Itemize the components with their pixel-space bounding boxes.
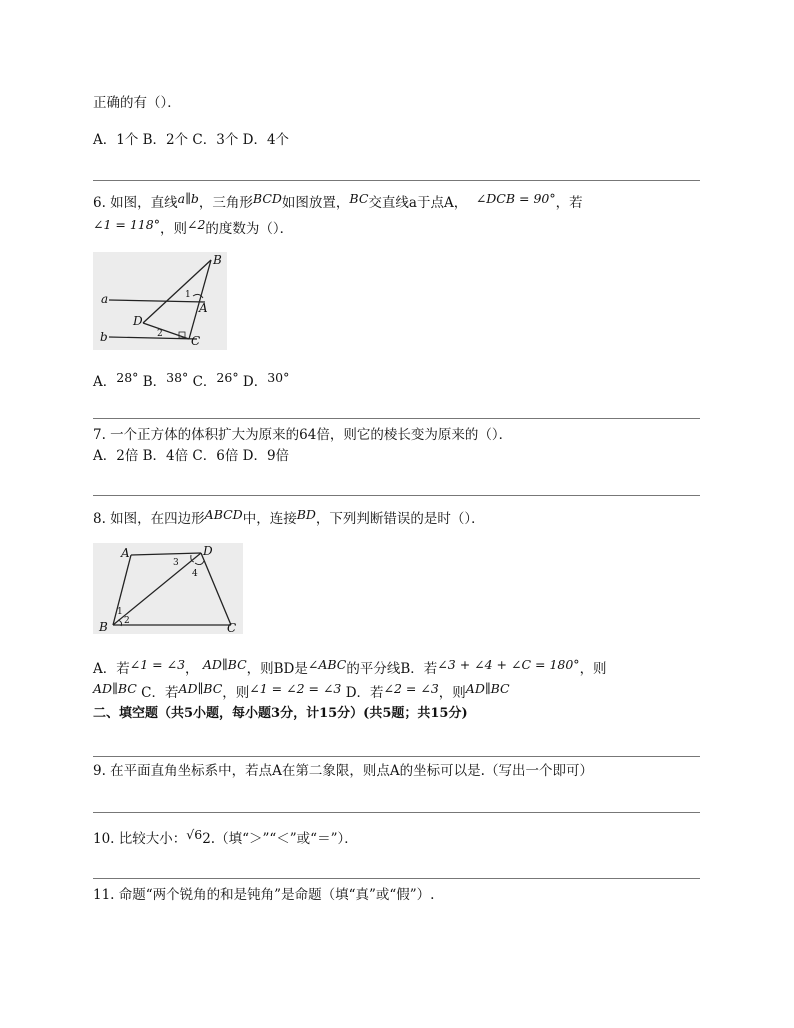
q8-label-4: 4 <box>192 569 198 579</box>
q6-label-a: a <box>101 292 109 306</box>
q6-prefix: 6. 如图，直线 <box>93 195 178 211</box>
q6-option-a: A． <box>93 374 117 390</box>
q8-option-c-expr1: AD∥BC <box>178 681 223 696</box>
q6-stem-line2 <box>93 216 293 238</box>
q8-prefix: 8. 如图，在四边形 <box>93 511 205 527</box>
q8-option-d-expr2: AD∥BC <box>465 681 510 696</box>
q10-suffix: 2.（填“＞”“＜”或“＝”）． <box>202 831 358 847</box>
q8-option-c-prefix: C．若 <box>141 685 179 701</box>
q6-figure <box>93 252 227 350</box>
q9-stem: 9. 在平面直角坐标系中，若点A在第二象限，则点A的坐标可以是.（写出一个即可） <box>93 763 593 779</box>
q8-option-a-expr1: ∠1 = ∠3 <box>129 657 186 672</box>
q8-text2: ，下列判断错误的是时（）． <box>315 511 485 527</box>
divider <box>93 878 700 879</box>
q6-expr-bc: BC <box>349 191 369 206</box>
divider <box>93 812 700 813</box>
q8-option-d-text1: ，则 <box>438 685 466 701</box>
q6-text1: ，三角形 <box>198 195 253 211</box>
q6-expr-angle-dcb: ∠DCB = 90° <box>475 191 556 206</box>
q6-label-C: C <box>191 334 201 348</box>
q5-stem: 正确的有（）． <box>93 95 181 111</box>
q8-option-b-expr2: AD∥BC <box>93 681 137 696</box>
q8-options-line2 <box>93 680 510 702</box>
divider <box>93 756 700 757</box>
q8-option-a-text2: ，则BD是 <box>246 661 308 677</box>
q6-stem-line1 <box>93 190 583 212</box>
q6-expr-angle1: ∠1 = 118° <box>93 217 160 232</box>
q6-option-d-value: 30° <box>267 370 290 385</box>
q8-option-a-expr2: AD∥BC <box>202 657 247 672</box>
section-title: 二、填空题（共5小题，每小题3分，计15分）(共5题；共15分) <box>93 706 468 721</box>
q6-text6: 的度数为（）． <box>205 221 294 237</box>
q8-label-B: B <box>99 620 108 634</box>
q8-option-d-expr1: ∠2 = ∠3 <box>383 681 439 696</box>
q8-option-a-expr3: ∠ABC <box>307 657 347 672</box>
divider <box>93 418 700 419</box>
q8-expr-bd: BD <box>296 507 316 522</box>
q8-option-d-prefix: D．若 <box>345 685 384 701</box>
q6-options <box>93 369 289 391</box>
q8-option-c-text1: ，则 <box>222 685 250 701</box>
divider <box>93 180 700 181</box>
q10-expr-sqrt6: √6 <box>186 827 203 842</box>
q6-label-B: B <box>213 253 222 267</box>
q8-option-b-text1: ，则 <box>579 661 607 677</box>
q6-text2: 如图放置， <box>281 195 350 211</box>
q6-label-2: 2 <box>157 329 163 339</box>
q11-stem: 11. 命题“两个锐角的和是钝角”是命题（填“真”或“假”）. <box>93 887 435 903</box>
q6-label-1: 1 <box>185 290 191 300</box>
q8-stem <box>93 506 485 528</box>
q7-options: A．2倍 B．4倍 C．6倍 D．9倍 <box>93 448 290 464</box>
q8-figure <box>93 543 243 634</box>
divider <box>93 495 700 496</box>
q8-label-C: C <box>227 621 237 634</box>
q8-text1: 中，连接 <box>242 511 297 527</box>
q6-option-c: C． <box>192 374 217 390</box>
q6-option-c-value: 26° <box>216 370 239 385</box>
q6-label-A: A <box>199 301 208 315</box>
q8-label-2: 2 <box>124 616 130 626</box>
q6-option-a-value: 28° <box>116 370 139 385</box>
q6-option-b-value: 38° <box>166 370 189 385</box>
q8-expr-abcd: ABCD <box>204 507 243 522</box>
q10-stem <box>93 826 358 848</box>
q8-option-a-text1: ， <box>185 661 199 677</box>
q8-label-3: 3 <box>173 558 179 568</box>
q8-option-a-prefix: A．若 <box>93 661 130 677</box>
q6-text3: 交直线a于点A， <box>368 195 468 211</box>
q8-options-line1 <box>93 656 607 678</box>
q8-option-b-expr1: ∠3 + ∠4 + ∠C = 180° <box>437 657 580 672</box>
q5-options: A．1个 B．2个 C．3个 D．4个 <box>93 132 290 148</box>
q6-expr-angle2: ∠2 <box>186 217 206 232</box>
q6-option-d: D． <box>242 374 268 390</box>
q8-label-A: A <box>121 546 130 560</box>
q6-text5: ，则 <box>159 221 187 237</box>
q8-option-a-text3: 的平分线B．若 <box>346 661 438 677</box>
q6-label-D: D <box>133 314 143 328</box>
q7-stem: 7. 一个正方体的体积扩大为原来的64倍，则它的棱长变为原来的（）． <box>93 427 513 443</box>
q6-expr-parallel: a∥b <box>177 191 199 206</box>
q10-prefix: 10. 比较大小： <box>93 831 187 847</box>
q8-option-c-expr2: ∠1 = ∠2 = ∠3 <box>249 681 342 696</box>
q8-label-1: 1 <box>117 607 123 617</box>
q6-label-b: b <box>100 330 108 344</box>
q8-label-D: D <box>203 544 213 558</box>
q6-text4: ，若 <box>555 195 583 211</box>
q6-option-b: B． <box>142 374 167 390</box>
q6-expr-bcd: BCD <box>252 191 282 206</box>
